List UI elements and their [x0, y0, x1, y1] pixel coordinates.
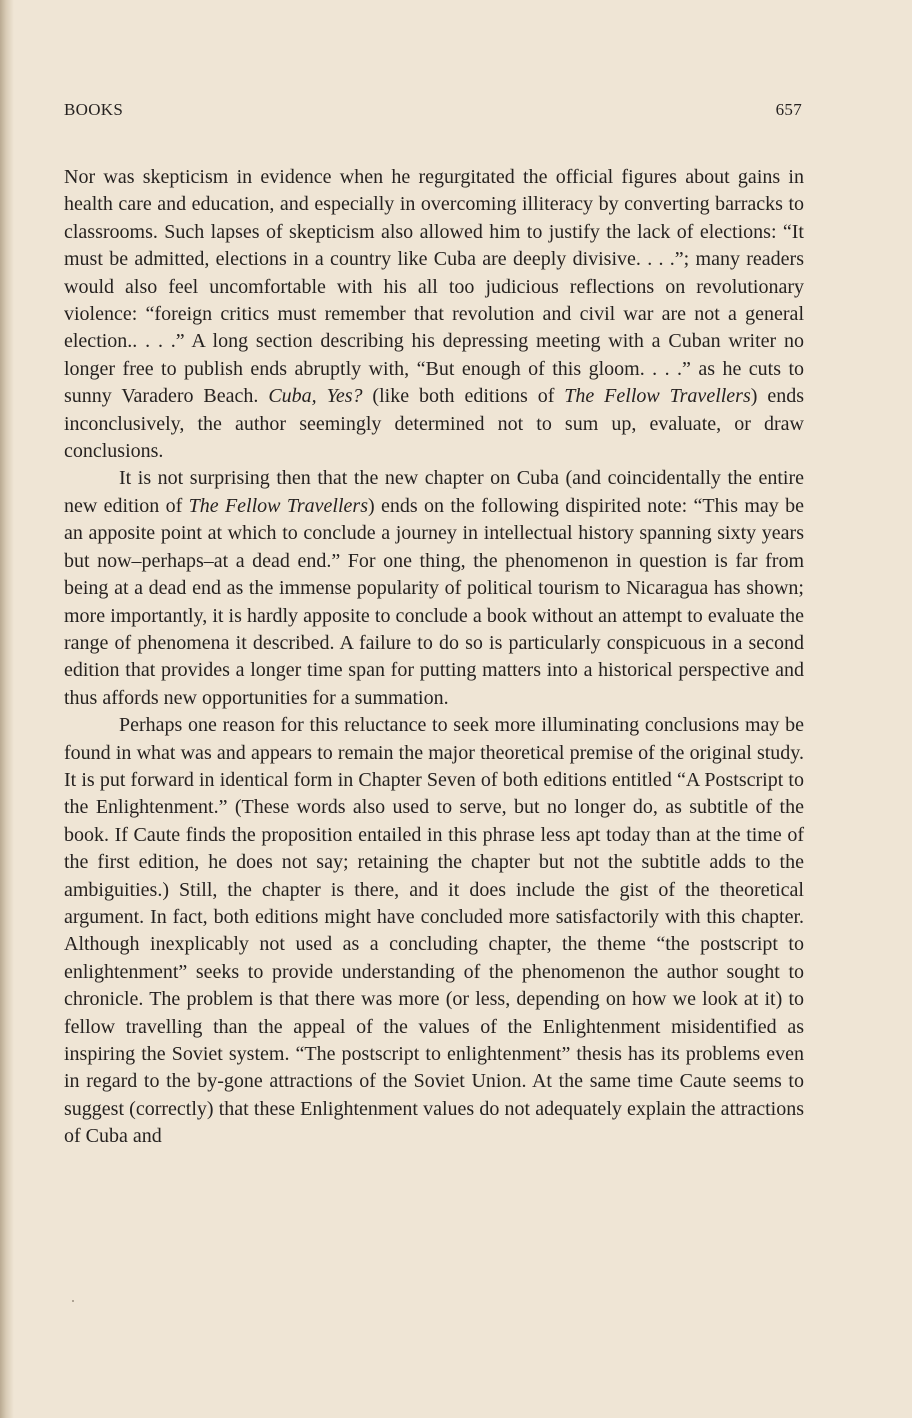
paragraph — [64, 465, 804, 712]
page-gutter-shadow — [0, 0, 14, 1418]
page-number: 657 — [775, 100, 802, 119]
section-title: BOOKS — [64, 100, 124, 119]
paragraph — [64, 712, 804, 1151]
italic-title: Cuba, Yes? — [268, 385, 363, 408]
text-run: ) ends on the following dispirited note: “This may be an apposite point at which to conclude a journey in intellectual history spanning sixty years but now–perhaps–at a dead end.” For one thing, the phenomenon in question is far from being at a dead end as the immense popularity of political tourism to Nicaragua has shown; more importantly, it is hardly apposite to conclude a book without an attempt to evaluate the range of phenomena it described. A failure to do so is particularly conspicuous in a second edition that provides a longer time span for putting matters into a historical perspective and thus affords new opportunities for a summation. — [64, 494, 804, 709]
text-run: It is not surprising then that the new chapter on Cuba (and coincidentally the entire new edition of — [64, 467, 804, 517]
paper-speck — [72, 1300, 74, 1302]
text-run: (like both editions of — [362, 385, 565, 408]
text-run: Perhaps one reason for this reluctance to seek more illuminating conclusions may be found in what was and appears to remain the major theoretical premise of the original study. It is put forward in identical form in Chapter Seven of both editions entitled “A Postscript to the Enlightenment.” (These words also used to serve, but no longer do, as subtitle of the book. If Caute finds the proposition entailed in this phrase less apt today than at the time of the first edition, he does not say; retaining the chapter but not the subtitle adds to the ambiguities.) Still, the chapter is there, and it does include the gist of the theoretical argument. In fact, both editions might have concluded more satisfactorily with this chapter. Although inexplicably not used as a concluding chapter, the theme “the postscript to enlightenment” seeks to provide understanding of the phenomenon the author sought to chronicle. The problem is that there was more (or less, depending on how we look at it) to fellow travelling than the appeal of the values of the Enlightenment misidentified as inspiring the Soviet system. “The postscript to enlightenment” thesis has its problems even in regard to the by-gone attractions of the Soviet Union. At the same time Caute seems to suggest (correctly) that these Enlightenment values do not adequately explain the attractions of Cuba and — [64, 714, 804, 1148]
text-run: ) ends inconclusively, the author seemingly determined not to sum up, evaluate, or draw conclusions. — [64, 385, 804, 463]
running-header — [64, 100, 802, 124]
paragraph — [64, 164, 804, 465]
italic-title: The Fellow Travellers — [188, 494, 368, 517]
body-text — [64, 164, 804, 1151]
text-run: Nor was skepticism in evidence when he regurgitated the official figures about gains in health care and education, and especially in overcoming illiteracy by converting barracks to classrooms. Such lapses of skepticism also allowed him to justify the lack of elections: “It must be admitted, elections in a country like Cuba are deeply divisive. . . .”; many readers would also feel uncomfortable with his all too judicious reflections on revolutionary violence: “foreign critics must remember that revolution and civil war are not a general election.. . . .” A long section describing his depressing meeting with a Cuban writer no longer free to publish ends abruptly with, “But enough of this gloom. . . .” as he cuts to sunny Varadero Beach. — [64, 166, 804, 408]
italic-title: The Fellow Travellers — [564, 385, 751, 408]
